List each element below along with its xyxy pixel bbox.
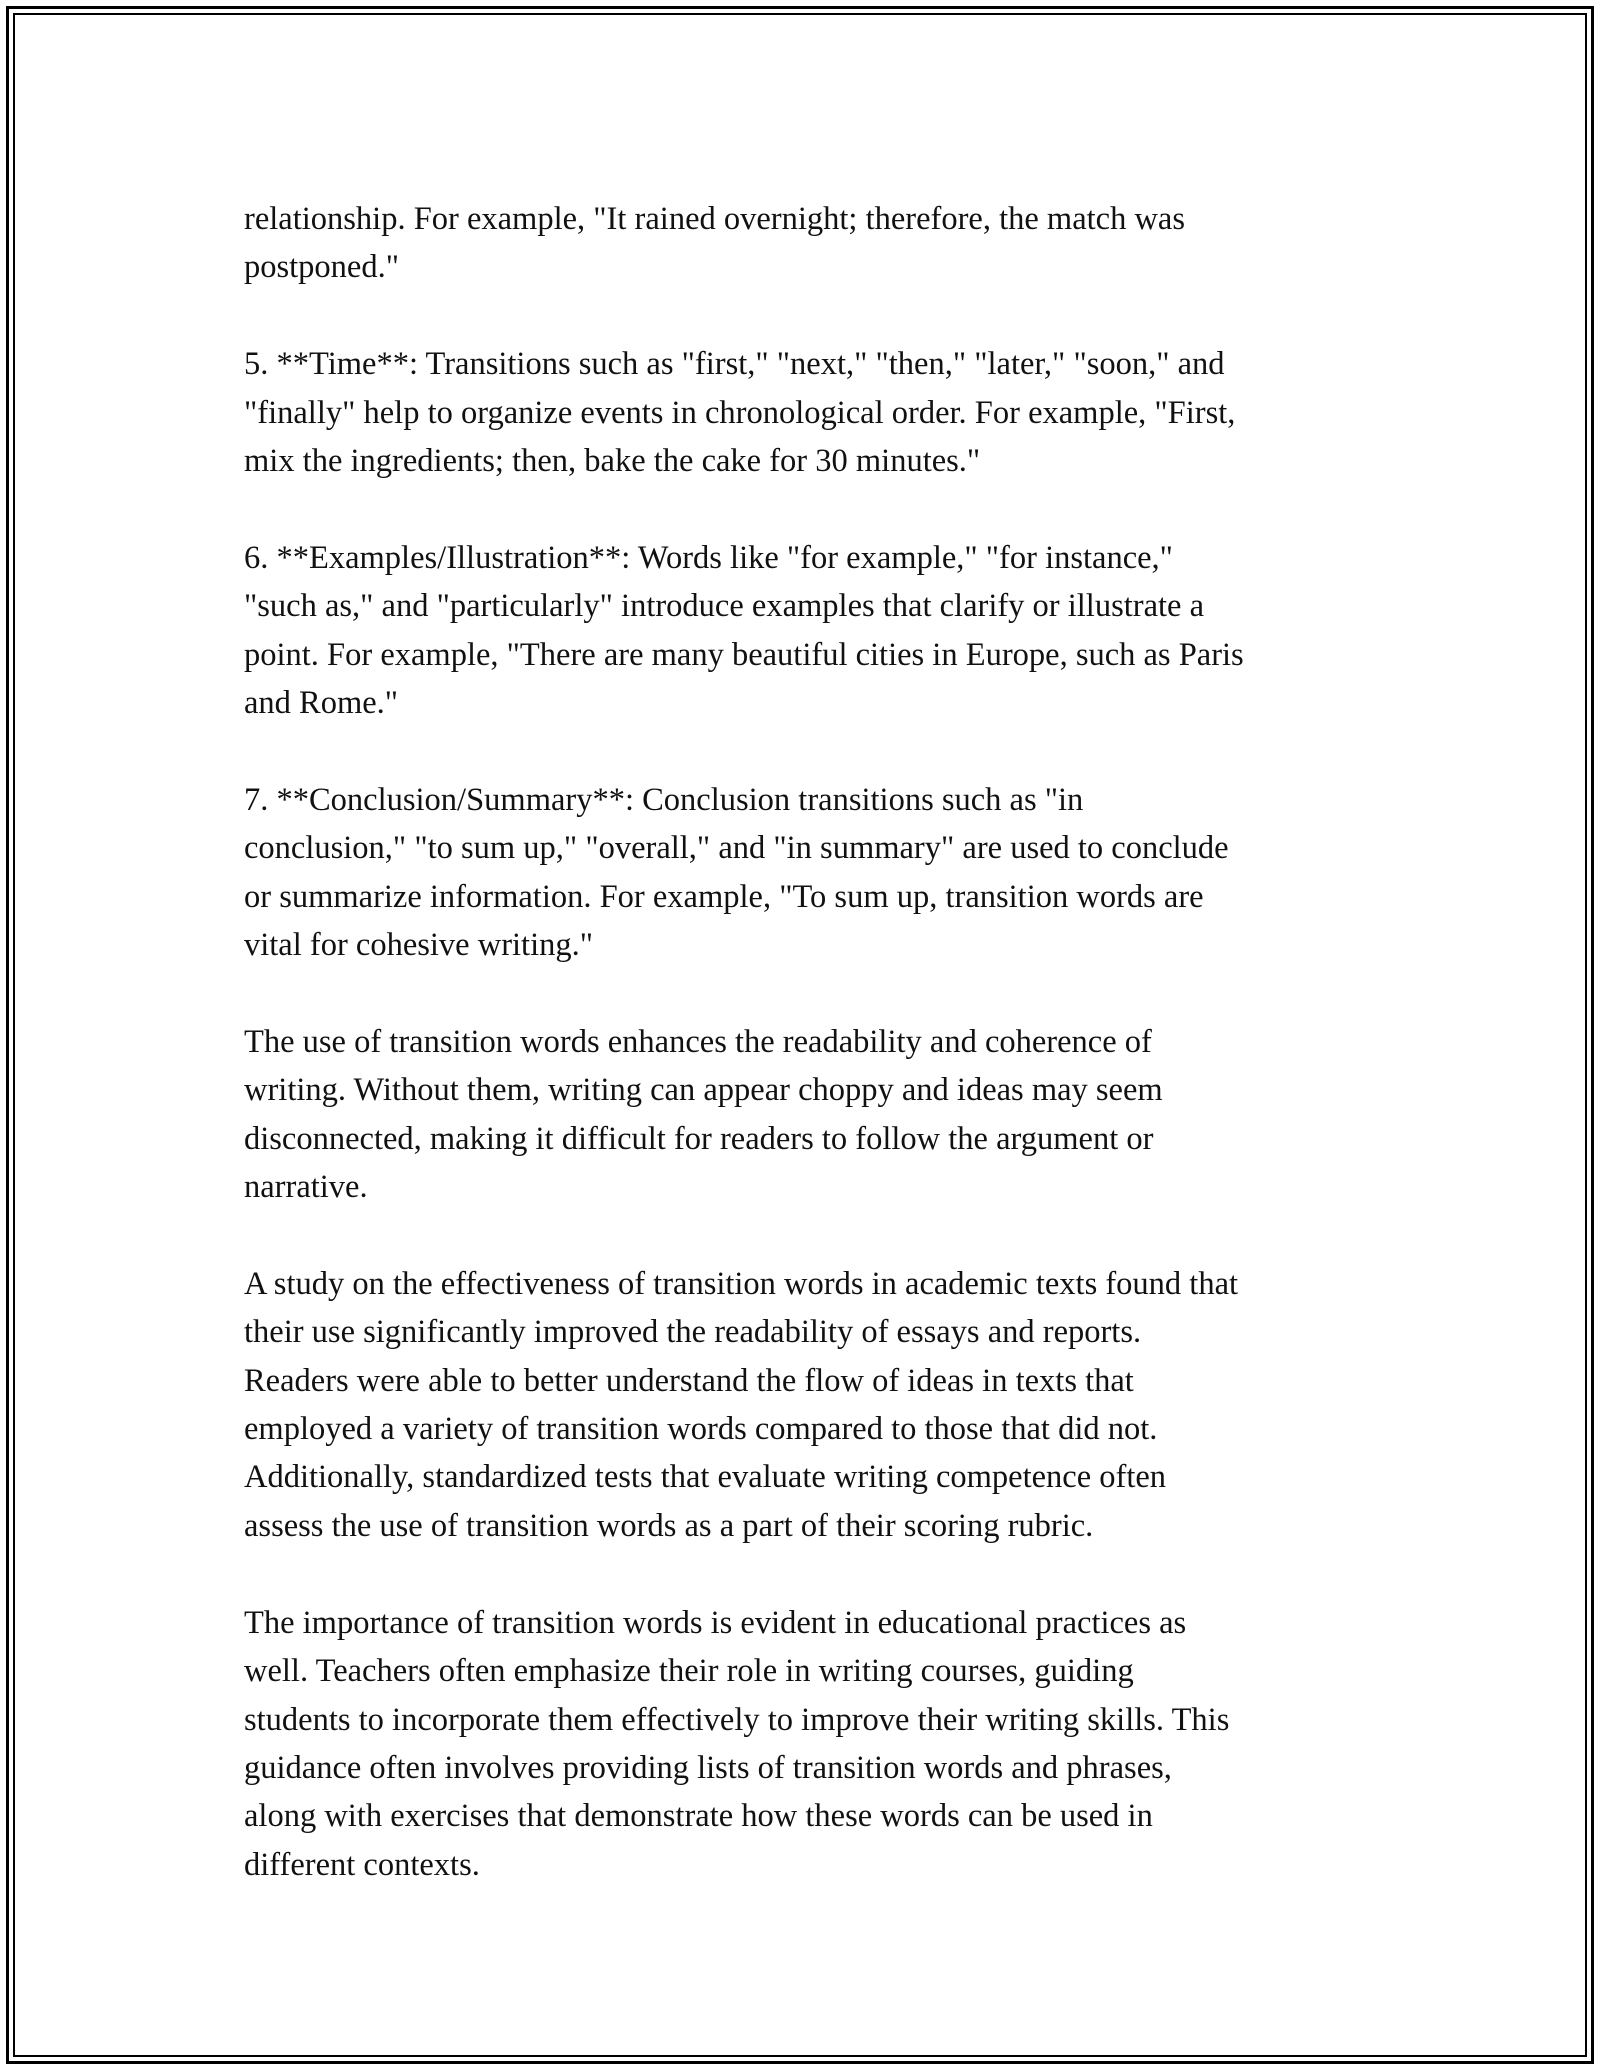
paragraph-examples-illustration: 6. **Examples/Illustration**: Words like "for example," "for instance," "such as," and "particularly" introduce examples that clarify or illustrate a point. For example, "There are many beautiful cities in Europe, such as Paris and Rome." (244, 539, 1244, 722)
page-frame (6, 6, 1594, 2064)
paragraph-cause-effect-end: relationship. For example, "It rained overnight; therefore, the match was postponed." (244, 201, 1186, 286)
document-body (244, 195, 1384, 1889)
paragraph-readability: The use of transition words enhances the readability and coherence of writing. Without them, writing can appear choppy and ideas may seem disconnected, making it difficult for readers to follow the argument or narrative. (244, 1023, 1163, 1206)
paragraph-education: The importance of transition words is evident in educational practices as well. Teachers often emphasize their role in writing courses, guiding students to incorporate them effectively to improve their writing skills. This guidance often involves providing lists of transition words and phrases, along with exercises that demonstrate how these words can be used in different contexts. (244, 1604, 1230, 1883)
paragraph-time: 5. **Time**: Transitions such as "first," "next," "then," "later," "soon," and "finally" help to organize events in chronological order. For example, "First, mix the ingredients; then, bake the cake for 30 minutes." (244, 346, 1236, 480)
paragraph-conclusion-summary: 7. **Conclusion/Summary**: Conclusion transitions such as "in conclusion," "to sum up," "overall," and "in summary" are used to conclude or summarize information. For example, "To sum up, transition words are vital for cohesive writing." (244, 781, 1229, 964)
paragraph-study: A study on the effectiveness of transition words in academic texts found that their use significantly improved the readability of essays and reports. Readers were able to better understand the flow of ideas in texts that employed a variety of transition words compared to those that did not. Additionally, standardized tests that evaluate writing competence often assess the use of transition words as a part of their scoring rubric. (244, 1265, 1239, 1544)
